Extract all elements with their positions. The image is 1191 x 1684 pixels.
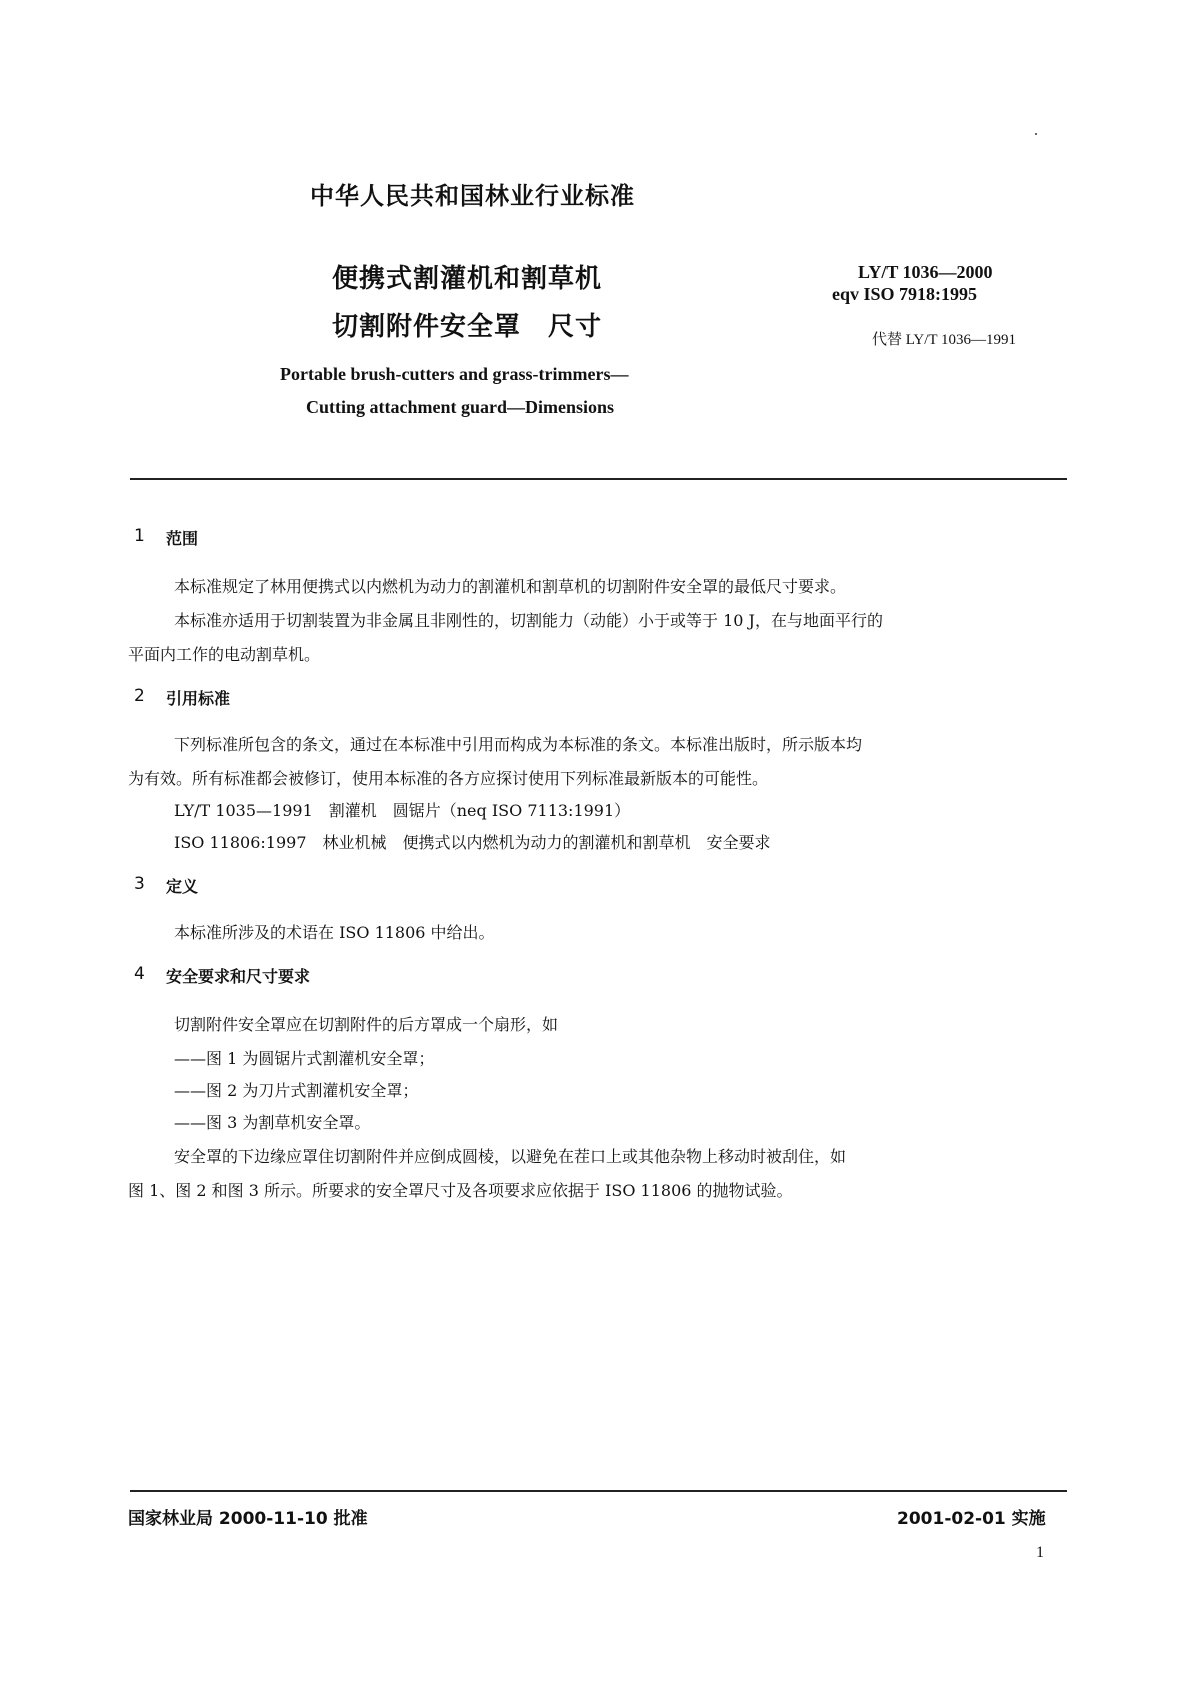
section-4-number: 4 [134, 964, 145, 984]
page-number: 1 [1036, 1544, 1044, 1561]
list-item: ——图 3 为割草机安全罩。 [174, 1113, 371, 1132]
section-2-paragraph-line-1: 下列标准所包含的条文，通过在本标准中引用而构成为本标准的条文。本标准出版时，所示版本均 [174, 735, 863, 754]
footer-divider [130, 1490, 1067, 1492]
section-1-paragraph-2-line-1: 本标准亦适用于切割装置为非金属且非刚性的，切割能力（动能）小于或等于 10 J，在与地面平行的 [174, 611, 883, 630]
standard-number: LY/T 1036—2000 [858, 262, 993, 282]
chinese-title-line-1: 便携式割灌机和割草机 [332, 264, 603, 294]
section-2-title: 引用标准 [166, 689, 231, 708]
section-4-paragraph-1: 切割附件安全罩应在切割附件的后方罩成一个扇形，如 [174, 1015, 559, 1034]
section-3-number: 3 [134, 874, 145, 894]
effective-date: 2001-02-01 实施 [897, 1509, 1046, 1529]
section-4-paragraph-2-line-2: 图 1、图 2 和图 3 所示。所要求的安全罩尺寸及各项要求应依据于 ISO 11806 的抛物试验。 [128, 1181, 793, 1200]
section-4-title: 安全要求和尺寸要求 [166, 967, 311, 986]
section-3-title: 定义 [166, 877, 199, 896]
section-4-paragraph-2-line-1: 安全罩的下边缘应罩住切割附件并应倒成圆棱，以避免在茬口上或其他杂物上移动时被刮住，如 [174, 1147, 847, 1166]
referenced-standard-1: LY/T 1035—1991 割灌机 圆锯片（neq ISO 7113:1991） [174, 801, 631, 820]
section-3-paragraph: 本标准所涉及的术语在 ISO 11806 中给出。 [174, 923, 495, 942]
header-divider [130, 478, 1067, 480]
equivalent-standard: eqv ISO 7918:1995 [832, 284, 978, 304]
replaced-standard: 代替 LY/T 1036—1991 [872, 332, 1017, 348]
list-item: ——图 1 为圆锯片式割灌机安全罩； [174, 1049, 435, 1068]
standard-category-title: 中华人民共和国林业行业标准 [310, 182, 635, 210]
section-1-title: 范围 [166, 529, 199, 548]
approval-date: 国家林业局 2000-11-10 批准 [128, 1509, 368, 1529]
list-item: ——图 2 为刀片式割灌机安全罩； [174, 1081, 419, 1100]
chinese-title-line-2: 切割附件安全罩 尺寸 [332, 312, 603, 342]
english-title-line-1: Portable brush-cutters and grass-trimmers— [280, 364, 629, 384]
section-2-number: 2 [134, 686, 145, 706]
section-2-paragraph-line-2: 为有效。所有标准都会被修订，使用本标准的各方应探讨使用下列标准最新版本的可能性。 [128, 769, 769, 788]
referenced-standard-2: ISO 11806:1997 林业机械 便携式以内燃机为动力的割灌机和割草机 安全要求 [174, 833, 771, 852]
section-1-paragraph-1: 本标准规定了林用便携式以内燃机为动力的割灌机和割草机的切割附件安全罩的最低尺寸要求。 [174, 577, 847, 596]
section-1-paragraph-2-line-2: 平面内工作的电动割草机。 [128, 645, 321, 664]
english-title-line-2: Cutting attachment guard—Dimensions [306, 397, 615, 417]
section-1-number: 1 [134, 526, 145, 546]
scan-speck [1035, 133, 1037, 135]
